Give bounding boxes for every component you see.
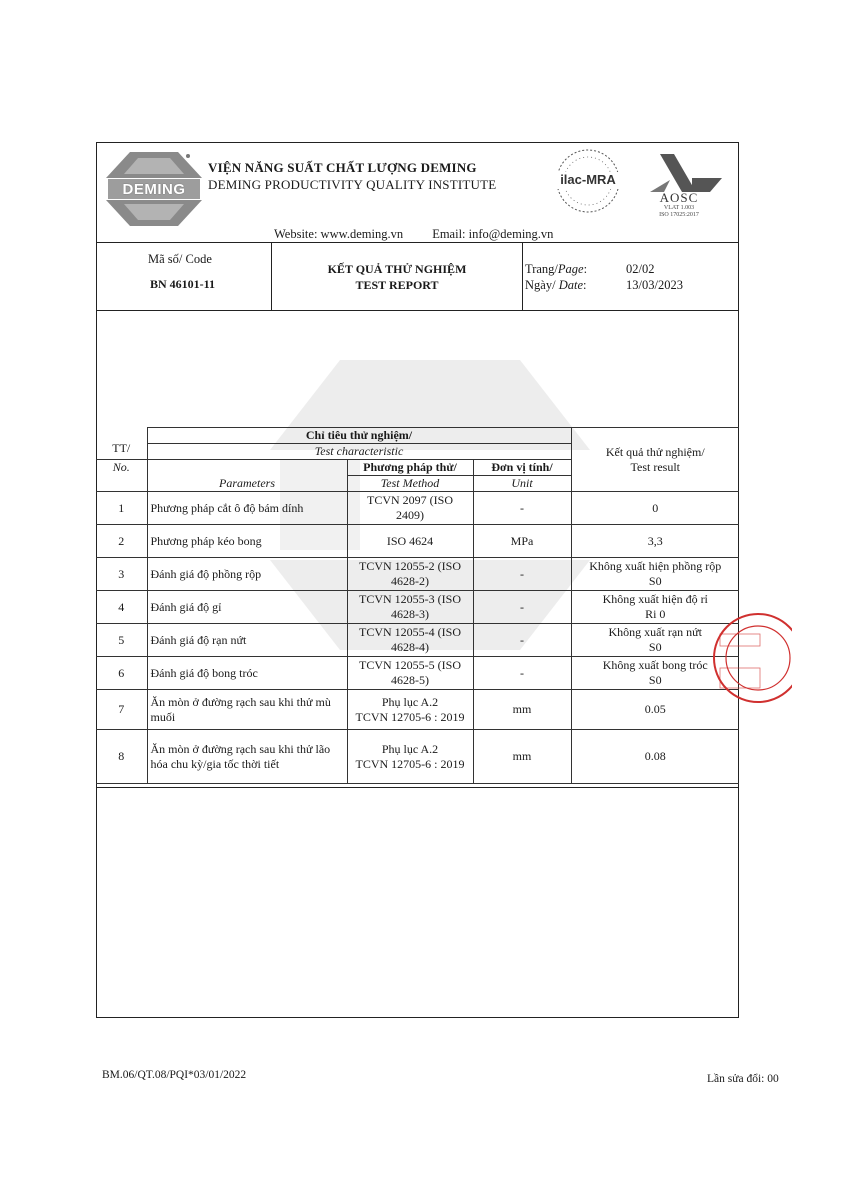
head-result (571, 428, 739, 492)
page-label-en: Page (557, 262, 584, 276)
row-param-line: Phương pháp kéo bong (150, 533, 262, 548)
aosc-sub2: ISO 17025:2017 (659, 212, 699, 218)
table-head-row-1 (96, 428, 739, 444)
row-method (347, 492, 473, 525)
row-unit (473, 525, 571, 558)
table-row (96, 525, 739, 558)
row-unit (473, 624, 571, 657)
row-result-line: S0 (648, 574, 662, 588)
row-no (96, 525, 147, 558)
row-result (571, 525, 739, 558)
red-stamp (712, 600, 792, 720)
row-no (96, 558, 147, 591)
row-unit (473, 492, 571, 525)
row-param (147, 591, 347, 624)
row-method-line: 4628-4) (391, 640, 429, 654)
aosc-sub1: VLAT 1.003 (663, 205, 695, 211)
head-char-en: Test characteristic (147, 444, 571, 460)
row-no (96, 492, 147, 525)
row-unit (473, 591, 571, 624)
row-result-line: Không xuất rạn nứt (608, 625, 702, 639)
row-unit (473, 690, 571, 730)
row-result-line: 0.05 (644, 702, 666, 716)
head-unit-vn: Đơn vị tính/ (473, 460, 571, 476)
row-param (147, 558, 347, 591)
page-label-vn: Trang/ (525, 262, 558, 276)
row-result-line: 3,3 (647, 533, 663, 548)
row-no-line: 5 (118, 632, 125, 647)
email-text: Email: info@deming.vn (432, 227, 554, 241)
table-row (96, 624, 739, 657)
table-bottom-rule (96, 787, 739, 788)
row-method-line: TCVN 12705-6 : 2019 (355, 709, 465, 724)
head-no-vn: TT/ (112, 440, 131, 455)
row-method-line: TCVN 2097 (ISO (367, 493, 453, 507)
row-method (347, 558, 473, 591)
row-result (571, 730, 739, 784)
head-method-en: Test Method (347, 476, 473, 492)
row-param-line: Ăn mòn ở đường rạch sau khi thử mù muối (150, 694, 331, 724)
row-result (571, 492, 739, 525)
row-method-line: TCVN 12055-2 (ISO (359, 559, 461, 573)
institute-name-en: DEMING PRODUCTIVITY QUALITY INSTITUTE (208, 177, 497, 192)
row-result-line: 0.08 (644, 749, 666, 763)
row-unit-line: mm (512, 749, 532, 763)
page-label: Trang/Page: (525, 262, 588, 276)
row-method-line: TCVN 12055-3 (ISO (359, 592, 461, 606)
row-no-line: 7 (118, 702, 125, 716)
row-method (347, 591, 473, 624)
row-method (347, 657, 473, 690)
table-row (96, 690, 739, 730)
row-param-line: Đánh giá độ bong tróc (150, 665, 258, 680)
head-method-vn: Phương pháp thử/ (347, 460, 473, 476)
row-method-line: Phụ lục A.2 (381, 741, 439, 756)
row-no-line: 8 (118, 749, 125, 763)
table-row (96, 657, 739, 690)
report-title-en: TEST REPORT (355, 278, 439, 292)
row-method-line: ISO 4624 (386, 533, 434, 548)
head-char-vn: Chỉ tiêu thử nghiệm/ (147, 428, 571, 444)
row-no (96, 591, 147, 624)
code-value: BN 46101-11 (150, 277, 216, 291)
row-param (147, 525, 347, 558)
row-result-line: Không xuất bong tróc (602, 658, 708, 672)
row-param (147, 624, 347, 657)
row-result-line: Ri 0 (645, 607, 666, 621)
row-unit (473, 657, 571, 690)
table-row (96, 730, 739, 784)
row-unit-line: - (520, 665, 524, 680)
row-method-line: 4628-5) (391, 673, 429, 687)
info-col-divider-2 (522, 242, 523, 310)
row-method-line: 2409) (396, 508, 424, 522)
row-method (347, 624, 473, 657)
head-no (96, 428, 147, 460)
date-label: Ngày/ Date: (525, 278, 587, 292)
row-method-line: TCVN 12055-4 (ISO (359, 625, 461, 639)
row-no-line: 4 (118, 599, 125, 614)
row-no-line: 1 (118, 500, 125, 515)
row-result-line: S0 (648, 673, 662, 687)
row-method-line: Phụ lục A.2 (381, 694, 439, 709)
aosc-text: AOSC (659, 190, 699, 205)
row-method-line: TCVN 12055-5 (ISO (359, 658, 461, 672)
row-result-line: S0 (648, 640, 662, 654)
head-result-en: Test result (630, 459, 680, 474)
report-title-vn: KẾT QUẢ THỬ NGHIỆM (327, 262, 467, 276)
row-method (347, 730, 473, 784)
row-param-line: Đánh giá độ phồng rộp (150, 566, 262, 581)
header-divider (96, 242, 739, 243)
date-value: 13/03/2023 (626, 278, 683, 292)
date-label-vn: Ngày/ (525, 278, 559, 292)
row-no (96, 624, 147, 657)
table-row (96, 591, 739, 624)
row-no-line: 6 (118, 665, 125, 680)
row-param-line: Phương pháp cắt ô độ bám dính (150, 500, 304, 515)
row-param (147, 730, 347, 784)
row-no (96, 730, 147, 784)
row-no-line: 3 (118, 566, 125, 581)
date-label-en: Date (558, 278, 583, 292)
results-table (96, 427, 739, 784)
table-row (96, 492, 739, 525)
info-divider (96, 310, 739, 311)
row-param (147, 657, 347, 690)
table-row (96, 558, 739, 591)
institute-name-vn: VIỆN NĂNG SUẤT CHẤT LƯỢNG DEMING (208, 160, 477, 175)
row-unit-line: mm (512, 702, 532, 716)
row-method-line: 4628-3) (391, 607, 429, 621)
row-unit (473, 730, 571, 784)
row-unit-line: - (520, 632, 524, 647)
code-label: Mã số/ Code (148, 252, 212, 266)
row-unit-line: - (520, 500, 524, 515)
head-no-en: No. (96, 460, 147, 492)
contact-line (274, 227, 579, 242)
row-method-line: 4628-2) (391, 574, 429, 588)
head-unit-en: Unit (473, 476, 571, 492)
logo-text: DEMING (122, 181, 186, 198)
head-result-vn: Kết quả thử nghiệm/ (605, 444, 705, 459)
ilac-text: ilac-MRA (560, 172, 616, 187)
row-param (147, 492, 347, 525)
row-unit-line: - (520, 599, 524, 614)
row-method (347, 525, 473, 558)
form-code: BM.06/QT.08/PQI*03/01/2022 (102, 1069, 247, 1081)
row-method (347, 690, 473, 730)
row-param-line: Đánh giá độ rạn nứt (150, 632, 247, 647)
website-text: Website: www.deming.vn (274, 227, 404, 241)
row-no-line: 2 (118, 533, 125, 548)
row-no (96, 657, 147, 690)
row-param-line: Đánh giá độ gỉ (150, 599, 222, 614)
row-param-line: Ăn mòn ở đường rạch sau khi thử lão hóa chu kỳ/gia tốc thời tiết (150, 741, 331, 771)
row-result-line: Không xuất hiện độ rỉ (602, 592, 708, 606)
row-result-line: 0 (652, 500, 659, 515)
row-unit (473, 558, 571, 591)
row-method-line: TCVN 12705-6 : 2019 (355, 756, 465, 771)
row-result-line: Không xuất hiện phồng rộp (589, 559, 722, 573)
row-param (147, 690, 347, 730)
revision-text: Lần sửa đổi: 00 (707, 1073, 779, 1085)
row-no (96, 690, 147, 730)
page-value: 02/02 (626, 262, 655, 276)
row-unit-line: - (520, 566, 524, 581)
row-result (571, 558, 739, 591)
row-unit-line: MPa (510, 533, 534, 548)
head-params-en: Parameters (147, 460, 347, 492)
